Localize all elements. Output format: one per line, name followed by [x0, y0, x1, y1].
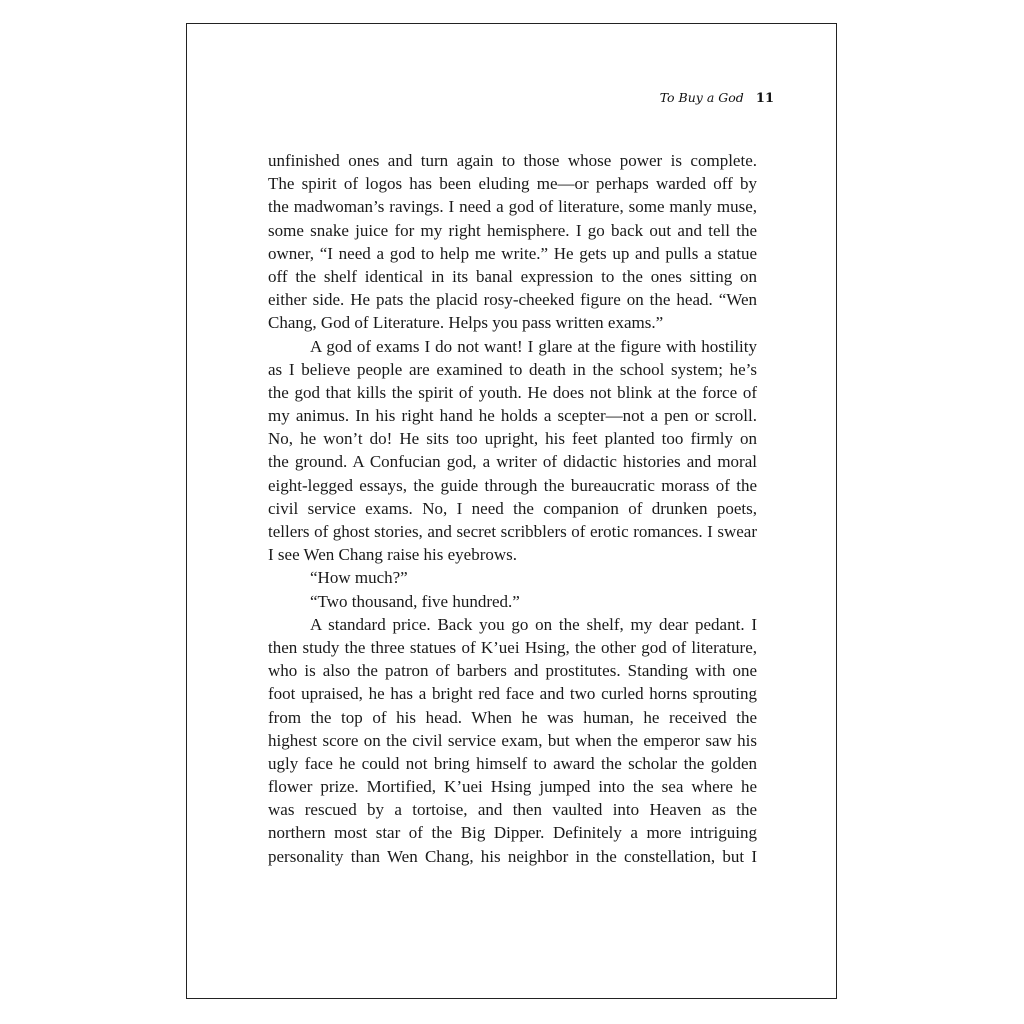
text-line: foot upraised, he has a bright red face and two curled horns sprouting [268, 684, 757, 704]
text-line: personality than Wen Chang, his neighbor in the constellation, but I [268, 846, 757, 866]
text-line: tellers of ghost stories, and secret scribblers of erotic romances. I swear [268, 522, 757, 541]
text-line: Chang, God of Literature. Helps you pass written exams.” [268, 313, 664, 333]
text-line: A standard price. Back you go on the shelf, my dear pedant. I [310, 614, 757, 634]
text-line: A god of exams I do not want! I glare at the figure with hostility [310, 336, 757, 356]
text-line: unfinished ones and turn again to those whose power is complete. [268, 151, 757, 170]
text-line: The spirit of logos has been eluding me—or perhaps warded off by [268, 174, 757, 194]
page-number: 11 [755, 91, 774, 106]
text-line: either side. He pats the placid rosy-cheeked figure on the head. “Wen [268, 290, 757, 310]
text-line: from the top of his head. When he was human, he received the [268, 707, 757, 727]
text-line: eight-legged essays, the guide through the bureaucratic morass of the [268, 475, 757, 495]
text-line: civil service exams. No, I need the companion of drunken poets, [268, 498, 757, 518]
text-line: flower prize. Mortified, K’uei Hsing jumped into the sea where he [268, 777, 757, 797]
text-line: highest score on the civil service exam, but when the emperor saw his [268, 730, 757, 750]
text-line: ugly face he could not bring himself to award the scholar the golden [268, 753, 757, 773]
text-line: who is also the patron of barbers and prostitutes. Standing with one [268, 661, 757, 681]
text-line: the madwoman’s ravings. I need a god of literature, some manly muse, [268, 197, 757, 217]
running-head [660, 90, 774, 106]
running-title: To Buy a God [659, 90, 744, 105]
text-line: some snake juice for my right hemisphere. I go back out and tell the [268, 220, 757, 240]
book-page [186, 23, 837, 999]
text-line: then study the three statues of K’uei Hsing, the other god of literature, [268, 637, 757, 657]
text-line: as I believe people are examined to death in the school system; he’s [268, 359, 757, 379]
text-line: “Two thousand, five hundred.” [310, 591, 520, 611]
text-line: “How much?” [310, 568, 408, 588]
text-line: No, he won’t do! He sits too upright, his feet planted too firmly on [268, 429, 757, 449]
text-line: was rescued by a tortoise, and then vaulted into Heaven as the [268, 800, 757, 820]
text-line: owner, “I need a god to help me write.” He gets up and pulls a statue [268, 243, 757, 263]
text-line: my animus. In his right hand he holds a scepter—not a pen or scroll. [268, 406, 757, 426]
text-line: the ground. A Confucian god, a writer of didactic histories and moral [268, 452, 757, 472]
text-line: I see Wen Chang raise his eyebrows. [268, 545, 517, 565]
text-line: the god that kills the spirit of youth. He does not blink at the force of [268, 382, 757, 402]
body-text [268, 149, 757, 868]
text-line: northern most star of the Big Dipper. Definitely a more intriguing [268, 823, 757, 843]
text-line: off the shelf identical in its banal expression to the ones sitting on [268, 266, 757, 286]
